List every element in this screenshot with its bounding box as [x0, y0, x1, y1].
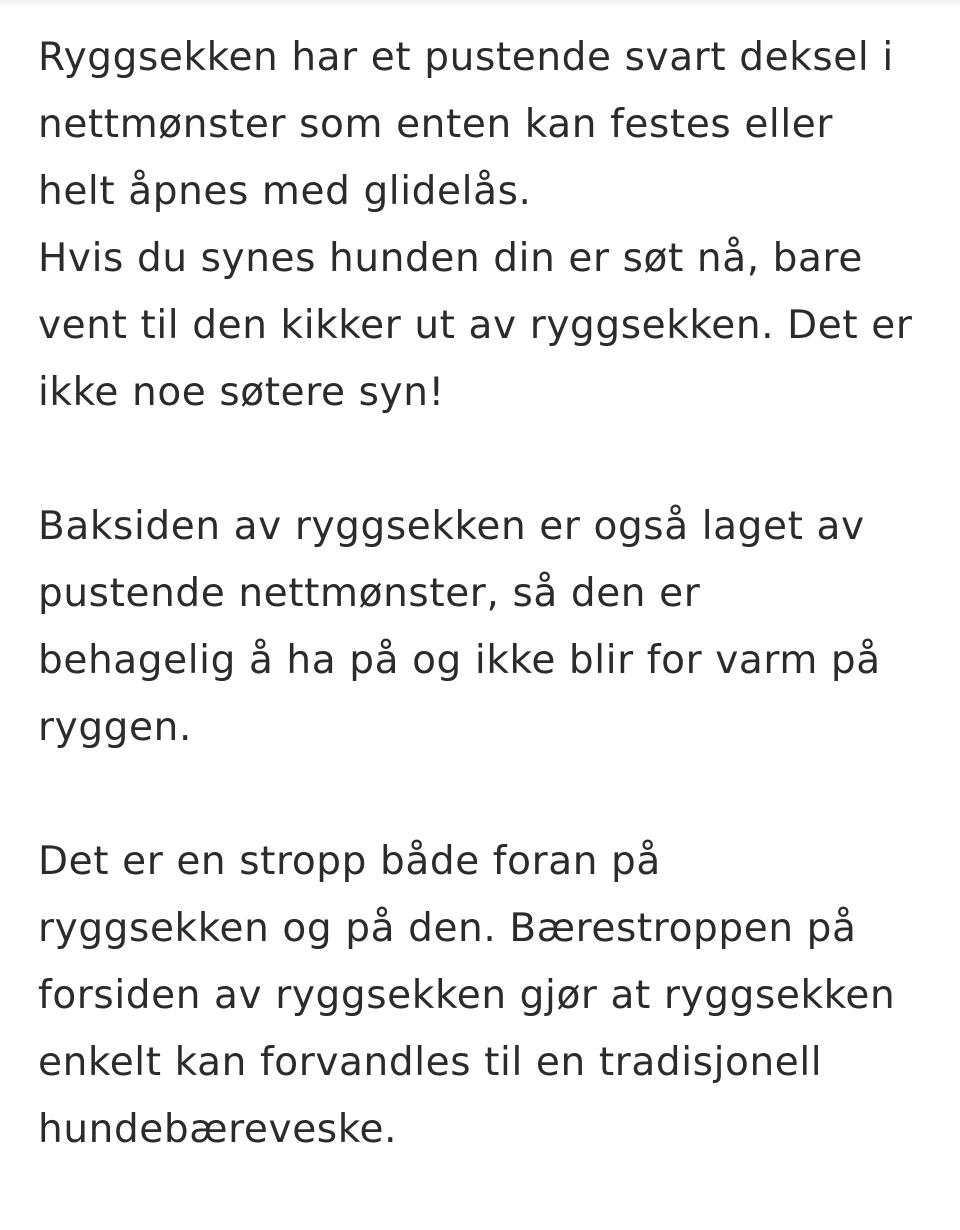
text-line: Ryggsekken har et pustende svart deksel i — [38, 35, 894, 80]
description-paragraph — [38, 24, 938, 426]
text-line: vent til den kikker ut av ryggsekken. Det er — [38, 303, 913, 348]
text-line: Baksiden av ryggsekken er også laget av — [38, 504, 865, 549]
top-edge-shadow — [0, 0, 960, 8]
product-description — [38, 24, 938, 1230]
text-line: pustende nettmønster, så den er — [38, 571, 701, 616]
description-paragraph — [38, 493, 938, 761]
text-line: Hvis du synes hunden din er søt nå, bare — [38, 236, 863, 281]
text-line: hundebæreveske. — [38, 1107, 398, 1152]
description-paragraph — [38, 828, 938, 1163]
text-line: ryggsekken og på den. Bærestroppen på — [38, 906, 857, 951]
text-line: forsiden av ryggsekken gjør at ryggsekken — [38, 973, 896, 1018]
text-line: Det er en stropp både foran på — [38, 839, 661, 884]
text-line: helt åpnes med glidelås. — [38, 169, 532, 214]
text-line: enkelt kan forvandles til en tradisjonell — [38, 1040, 823, 1085]
text-line: nettmønster som enten kan festes eller — [38, 102, 834, 147]
text-line: ryggen. — [38, 705, 192, 750]
text-line: behagelig å ha på og ikke blir for varm på — [38, 638, 881, 683]
text-line: ikke noe søtere syn! — [38, 370, 445, 415]
